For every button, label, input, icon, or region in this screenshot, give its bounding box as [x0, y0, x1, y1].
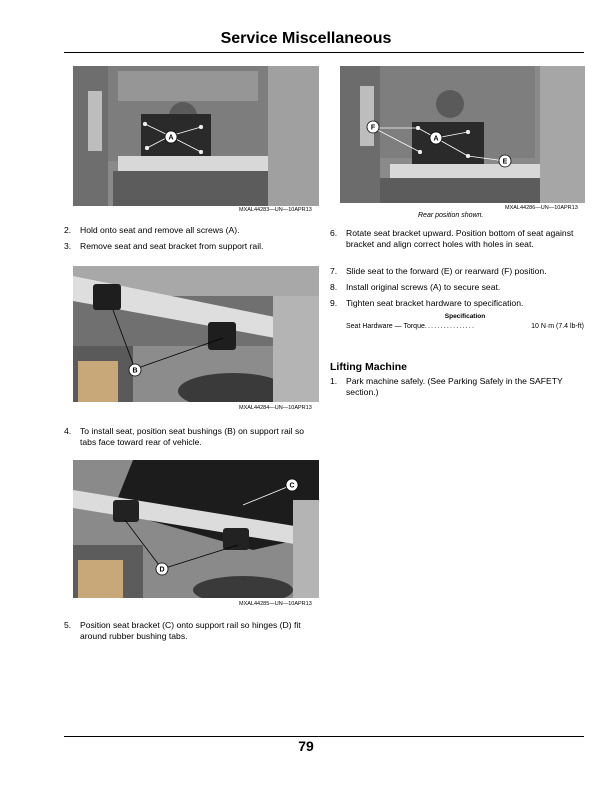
- page-number: 79: [298, 738, 314, 754]
- callout-c: C: [289, 482, 295, 490]
- callout-e: E: [502, 158, 508, 166]
- figure-caption: MXAL44285—UN—10APR13: [239, 601, 312, 607]
- footer-rule: [64, 736, 584, 737]
- callout-a: A: [433, 135, 439, 143]
- page-title: Service Miscellaneous: [220, 30, 392, 47]
- callout-f: F: [370, 124, 376, 132]
- callout-b: B: [132, 367, 138, 375]
- figure-seat-bracket-screws: [73, 66, 319, 206]
- specification-item: Seat Hardware — Torque................: [346, 323, 476, 330]
- figure-rear-position: [340, 66, 585, 203]
- specification-heading: Specification: [444, 313, 486, 320]
- figure-caption: MXAL44286—UN—10APR13: [505, 205, 578, 211]
- header-rule: [64, 52, 584, 53]
- figure-seat-bracket-hinges: [73, 460, 319, 598]
- figure-note: Rear position shown.: [418, 212, 484, 219]
- figure-caption: MXAL44284—UN—10APR13: [239, 405, 312, 411]
- figure-seat-bushings: [73, 266, 319, 402]
- section-heading-lifting-machine: Lifting Machine: [330, 361, 407, 373]
- callout-a: A: [168, 134, 174, 142]
- figure-caption: MXAL44283—UN—10APR13: [239, 207, 312, 213]
- specification-value: 10 N·m (7.4 lb-ft): [531, 323, 584, 330]
- callout-d: D: [159, 566, 165, 574]
